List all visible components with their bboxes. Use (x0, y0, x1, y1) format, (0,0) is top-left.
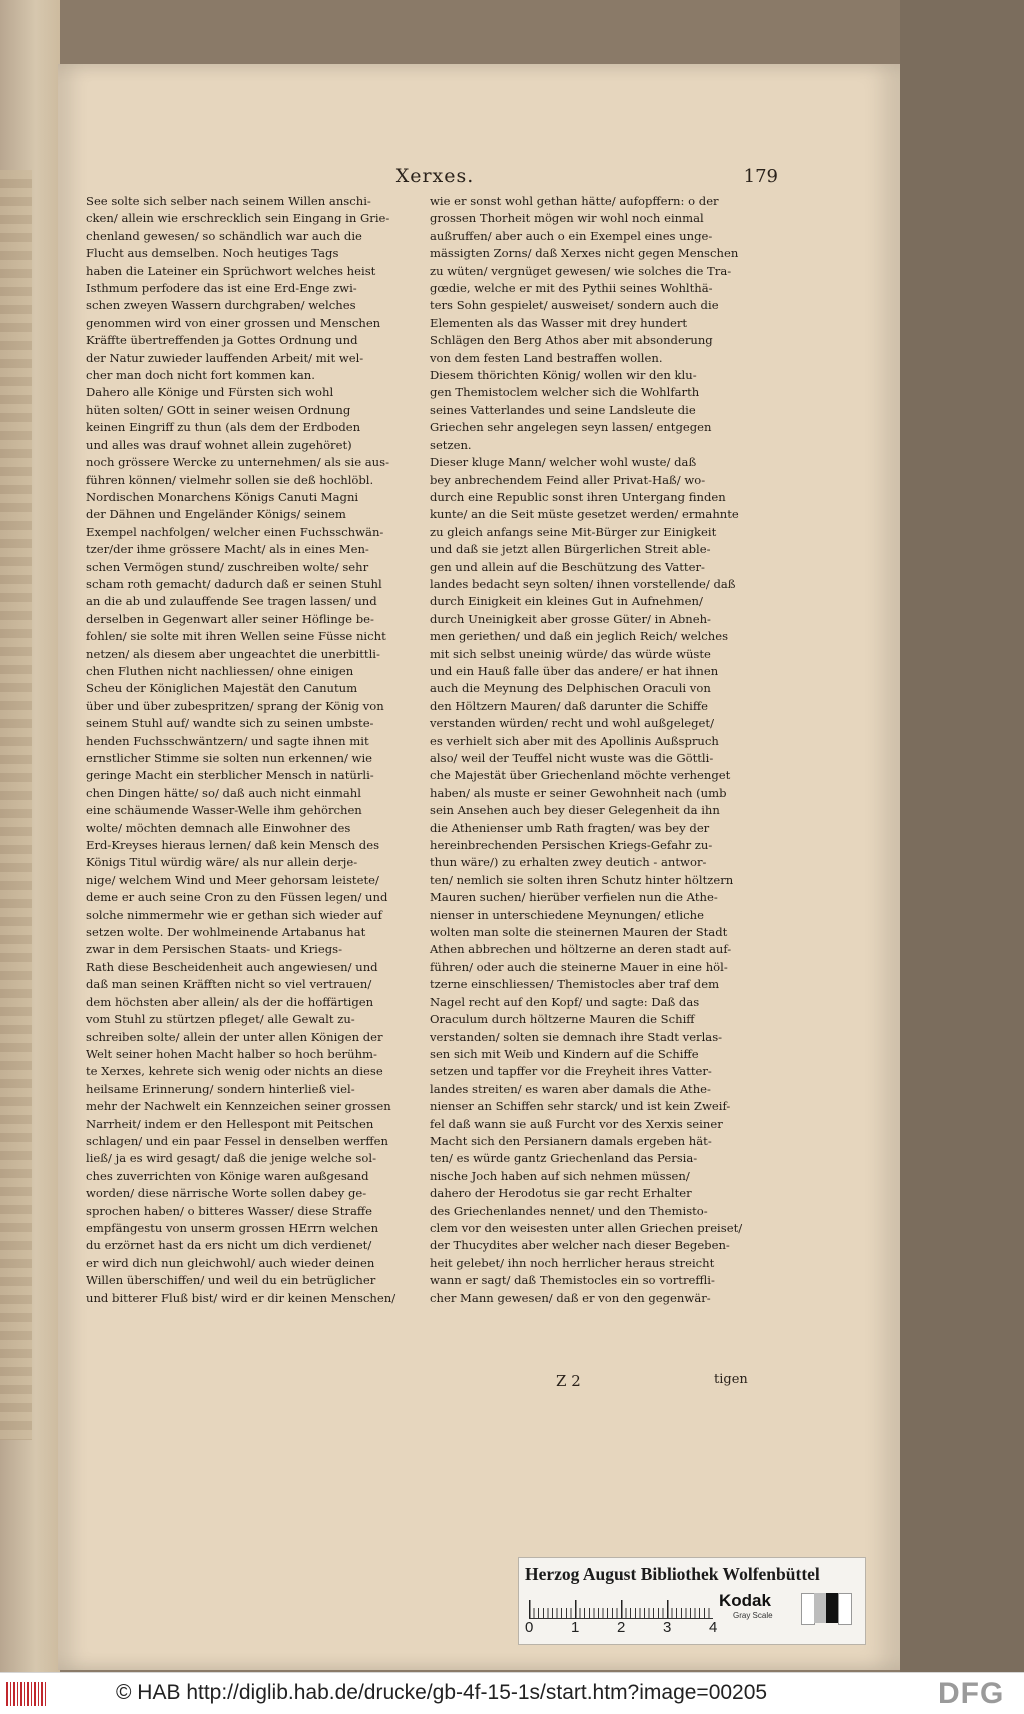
viewer-footer (0, 1672, 1024, 1714)
catchword: tigen (714, 1372, 748, 1387)
copyright-link[interactable]: © HAB http://diglib.hab.de/drucke/gb-4f-15-1s/start.htm?image=00205 (116, 1681, 768, 1704)
gray-swatch-light (814, 1593, 826, 1623)
gray-swatch-white (838, 1593, 852, 1625)
ruler-number: 4 (709, 1619, 718, 1636)
scale-ruler-major-ticks (529, 1592, 713, 1618)
paragraph: See solte sich selber nach seinem Willen anschi- cken/ allein wie erschrecklich sein Eingang in Grie- chenland gewesen/ so schändlich war auch die Flucht aus demselben. Noch heutiges Tags haben die Lateiner ein Sprüchwort welches heist Isthmum perfodere das ist eine Erd-Enge zwi- schen zweyen Wassern durchgraben/ welches genommen wird von einer grossen und Menschen Kräffte übertreffenden ja Gottes Ordnung und der Natur zuwieder lauffenden Arbeit/ mit wel- cher man doch nicht fort kommen kan. (86, 194, 390, 383)
kodak-brand: Kodak (719, 1591, 771, 1610)
text-column-right (430, 193, 782, 1307)
ruler-number: 3 (663, 1619, 672, 1636)
kodak-sub-label: Gray Scale (733, 1611, 773, 1620)
background-right (900, 0, 1024, 1672)
running-head: Xerxes. (395, 165, 475, 187)
ruler-number: 2 (617, 1619, 626, 1636)
barcode-icon (6, 1682, 46, 1706)
dfg-logo: DFG (938, 1677, 1005, 1710)
paragraph: Dieser kluge Mann/ welcher wohl wuste/ daß bey anbrechendem Feind aller Privat-Haß/ wo- durch eine Republic sonst ihren Untergang finden kunte/ an die Seit müste gesetzet werden/ ermahnte zu gleich anfangs seine Mit-Bürger zur Einigkeit und daß sie jetzt allen Bürgerlichen Streit able- gen und allein auf die Beschützung des Vatter- landes bedacht seyn solten/ ihnen vorstellende/ daß durch Einigkeit ein kleines Gut in Aufnehmen/ durch Uneinigkeit aber grosse Güter/ in Abneh- men geriethen/ und daß ein jeglich Reich/ welches mit sich selbst uneinig würde/ das würde wüste und ein Hauß falle über das andere/ er hat ihnen auch die Meynung des Delphischen Oraculi von den Höltzern Mauren/ daß darunter die Schiffe verstanden würden/ recht und wohl außgeleget/ es verhielt sich aber mit des Apollinis Außspruch also/ weil der Teuffel nicht wuste was die Göttli- che Majestät über Griechenland möchte verhenget haben/ als muste er seiner Gewohnheit nach (umb sein Ansehen auch bey dieser Gelegenheit da ihn die Athenienser umb Rath fragten/ was bey der hereinbrechenden Persischen Kriegs-Gefahr zu- thun wäre/) zu erhalten zwey deutich - antwor- ten/ nemlich sie solten ihren Schutz hinter höltzern Mauren suchen/ hierüber verfielen nun die Athe- nienser in unterschiedene Meynungen/ etliche wolten man solte die steinernen Mauren der Stadt Athen abbrechen und höltzerne an deren stadt auf- führen/ oder auch die steinerne Mauer in eine höl- tzerne einschliessen/ Themistocles aber traf dem Nagel recht auf den Kopf/ und sagte: Daß das Oraculum durch höltzerne Mauren die Schiff verstanden/ solten sie demnach ihre Stadt verlas- sen sich mit Weib und Kindern auf die Schiffe setzen und tapffer vor die Freyheit ihres Vatter- landes streiten/ es waren aber damals die Athe- nienser an Schiffen sehr starck/ und ist kein Zweif- fel daß wann sie auß Furcht vor des Xerxis seiner Macht sich den Persianern damals ergeben hät- ten/ es würde gantz Griechenland das Persia- nische Joch haben auf sich nehmen müssen/ dahero der Herodotus sie gar recht Erhalter des Griechenlandes nennet/ und den Themisto- clem vor den weisesten unter allen Griechen preiset/ der Thucydites aber welcher nach dieser Begeben- heit gelebet/ ihn noch herrlicher heraus streicht wann er sagt/ daß Themistocles ein so vortreffli- cher Mann gewesen/ daß er von den gegenwär- (430, 455, 743, 1305)
paragraph: Diesem thörichten König/ wollen wir den klu- gen Themistoclem welcher sich die Wohlfarth seines Vatterlandes und seine Landsleute die Griechen sehr angelegen seyn lassen/ entgegen setzen. (430, 368, 712, 452)
ruler-number: 0 (525, 1619, 534, 1636)
gray-swatch-black (826, 1593, 838, 1623)
gray-swatch-white (801, 1593, 815, 1625)
signature-mark: Z 2 (556, 1372, 581, 1390)
page-number: 179 (743, 166, 778, 187)
ruler-number: 1 (571, 1619, 580, 1636)
previous-page-edge (0, 170, 32, 1440)
library-label: Herzog August Bibliothek Wolfenbüttel (525, 1564, 820, 1584)
kodak-gray-scale (719, 1591, 859, 1633)
paragraph: Dahero alle Könige und Fürsten sich wohl hüten solten/ GOtt in seiner weisen Ordnung keinen Eingriff zu thun (als dem der Erdboden und alles was drauf wohnet allein zugehöret) noch grössere Wercke zu unternehmen/ als sie aus- führen können/ vielmehr sollen sie deß hochlöbl. Nordischen Monarchens Königs Canuti Magni der Dähnen und Engeländer Königs/ seinem Exempel nachfolgen/ welcher einen Fuchsschwän- tzer/der ihme grössere Macht/ als in eines Men- schen Vermögen stund/ zuschreiben wolte/ sehr scham roth gemacht/ dadurch daß er seinen Stuhl an die ab und zulauffende See tragen lassen/ und derselben in Gegenwart aller seiner Höflinge be- fohlen/ sie solte mit ihren Wellen seine Füsse nicht netzen/ als diesem aber ungeachtet die unerbittli- chen Fluthen nicht nachliessen/ ohne einigen Scheu der Königlichen Majestät den Canutum über und über zubespritzen/ sprang der König von seinem Stuhl auf/ wandte sich zu seinen umbste- henden Fuchsschwäntzern/ und sagte ihnen mit ernstlicher Stimme sie solten nun erkennen/ wie geringe Macht ein sterblicher Mensch in natürli- chen Dingen hätte/ so/ daß auch nicht einmahl eine schäumende Wasser-Welle ihm gehörchen wolte/ möchten demnach alle Einwohner des Erd-Kreyses hieraus lernen/ daß kein Mensch des Königs Titul würdig wäre/ als nur allein derje- nige/ welchem Wind und Meer gehorsam leistete/ deme er auch seine Cron zu den Füssen legen/ und solche nimmermehr wie er gethan sich wieder auf setzen wolte. Der wohlmeinende Artabanus hat zwar in dem Persischen Staats- und Kriegs- Rath diese Bescheidenheit auch angewiesen/ und daß man seinen Kräfften nicht so viel vertrauen/ dem höchsten aber allein/ als der die hoffärtigen vom Stuhl zu stürtzen pfleget/ alle Gewalt zu- schreiben solte/ allein der unter allen Königen der Welt seiner hohen Macht halber so hoch berühm- te Xerxes, kehrete sich wenig oder nichts an diese heilsame Erinnerung/ sondern hinterließ viel- mehr der Nachwelt ein Kennzeichen seiner grossen Narrheit/ indem er den Hellespont mit Peitschen schlagen/ und ein paar Fessel in denselben werffen ließ/ ja es wird gesagt/ daß die jenige welche sol- ches zuverrichten von Könige waren außgesand worden/ diese närrische Worte sollen dabey ge- sprochen haben/ o bitteres Wasser/ diese Straffe empfängestu von unserm grossen HErrn welchen du erzörnet hast da ers nicht um dich verdienet/ er wird dich nun gleichwohl/ auch wieder deinen Willen überschiffen/ und weil du ein betrüglicher und bitterer Fluß bist/ wird er dir keinen Menschen/ (86, 385, 396, 1305)
ruler-numbers (523, 1619, 723, 1639)
paragraph: wie er sonst wohl gethan hätte/ aufopffern: o der grossen Thorheit mögen wir wohl noch einmal außruffen/ aber auch o ein Exempel eines unge- mässigten Zorns/ daß Xerxes nicht gegen Menschen zu wüten/ vergnüget gewesen/ wie solches die Tra- gœdie, welche er mit des Pythii seines Wohlthä- ters Sohn gespielet/ ausweiset/ sondern auch die Elementen als das Wasser mit drey hundert Schlägen den Berg Athos aber mit absonderung von dem festen Land bestraffen wollen. (430, 194, 739, 365)
library-color-card (518, 1557, 866, 1645)
text-column-left (86, 193, 414, 1307)
